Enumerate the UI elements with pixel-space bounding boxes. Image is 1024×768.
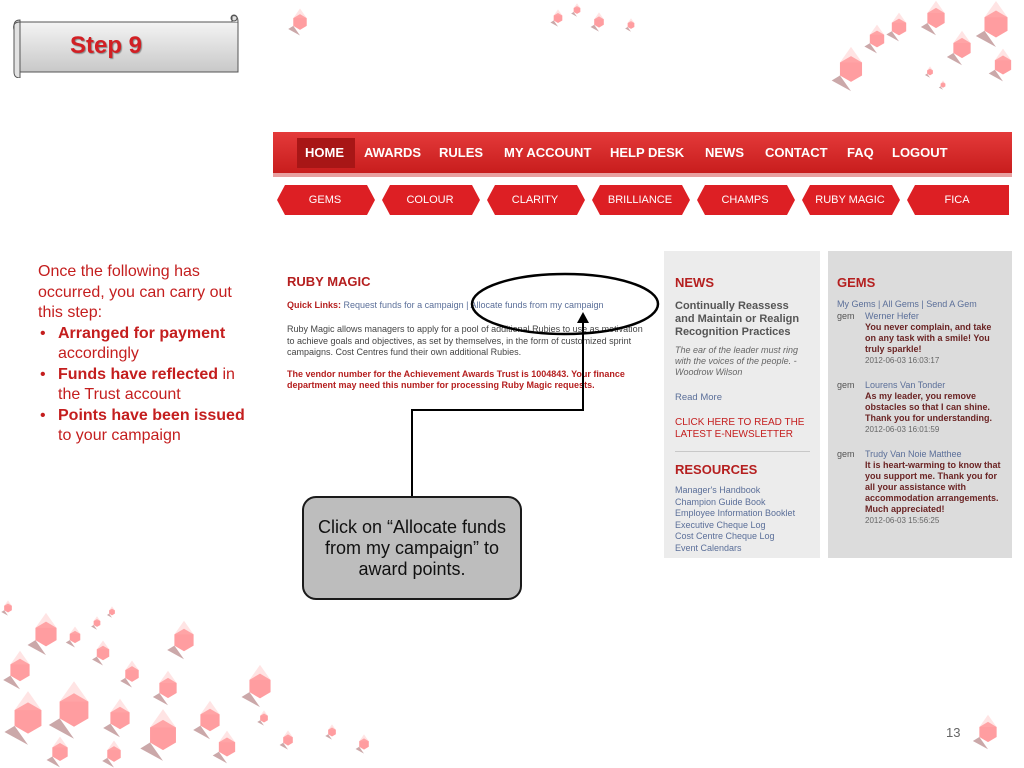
tab-clarity[interactable]: CLARITY [485,185,585,215]
news-heading: NEWS [675,275,714,290]
ruby-magic-title: RUBY MAGIC [287,274,371,289]
ruby-gem-icon [118,660,146,688]
list-item: • Arranged for payment accordingly [38,324,248,365]
allocate-funds-link[interactable]: Allocate funds from my campaign [470,299,604,310]
ruby-gem-icon [884,12,914,42]
ruby-gem-icon [210,730,244,764]
resource-link[interactable]: Champion Guide Book [675,496,766,507]
ruby-gem-icon [278,730,298,750]
page-number: 13 [946,725,961,740]
newsletter-link[interactable]: CLICK HERE TO READ THE LATEST E-NEWSLETTER [675,417,805,440]
ruby-gem-icon [136,708,190,762]
nav-rules[interactable]: RULES [439,145,484,160]
instructions-intro: Once the following has occurred, you can carry out this step: [38,263,232,321]
nav-home[interactable]: HOME [305,145,344,160]
ruby-gem-icon [986,48,1020,82]
ruby-gem-icon [44,680,104,740]
ruby-gem-icon [324,724,340,740]
nav-logout[interactable]: LOGOUT [892,145,948,160]
ruby-gem-icon [972,0,1020,48]
gem-entry: gem Lourens Van Tonder As my leader, you remove obstacles so that I can shine. Thank you for understanding. 2012-06-03 16:01:59 [837,380,1004,435]
ruby-gem-icon [64,626,86,648]
ruby-magic-panel [287,276,647,392]
news-column [664,251,820,558]
ruby-gem-icon [96,740,132,768]
ruby-gem-icon [354,734,374,754]
all-gems-link[interactable]: All Gems [882,299,919,309]
gem-message: You never complain, and take on any task with a smile! You truly sparkle! [865,322,992,354]
ruby-gem-icon [164,620,204,660]
gem-sender-link[interactable]: Trudy Van Noie Matthee [865,449,962,459]
gems-column [828,251,1012,558]
ruby-gem-icon [924,66,936,78]
ruby-gem-icon [0,600,16,616]
instructions [38,262,248,447]
gem-sender-link[interactable]: Lourens Van Tonder [865,380,946,390]
ruby-gem-icon [286,8,314,36]
nav-my-account[interactable]: MY ACCOUNT [504,145,592,160]
news-quote: The ear of the leader must ring with the voices of the people. - Woodrow Wilson [675,345,799,377]
gem-timestamp: 2012-06-03 15:56:25 [865,516,940,525]
gem-message: It is heart-warming to know that you support me. Thank you for all your assistance with accommodation arrangements. Much appreciated! [865,460,1001,514]
ruby-gem-icon [238,664,282,708]
ruby-gem-icon [90,640,116,666]
request-funds-link[interactable]: Request funds for a campaign [343,299,464,310]
gem-sender-link[interactable]: Werner Hefer [865,311,919,321]
news-article-title[interactable]: Continually Reassess and Maintain or Realign Recognition Practices [675,300,800,338]
ruby-gem-icon [40,736,80,768]
ruby-gem-icon [256,710,272,726]
gem-entry: gem Werner Hefer You never complain, and take on any task with a smile! You truly sparkle! 2012-06-03 16:03:17 [837,311,1004,366]
ruby-gem-icon [100,698,140,738]
ruby-gem-icon [589,12,609,32]
gem-timestamp: 2012-06-03 16:03:17 [865,356,940,365]
ruby-gem-icon [624,18,638,32]
send-a-gem-link[interactable]: Send A Gem [926,299,977,309]
gem-timestamp: 2012-06-03 16:01:59 [865,425,940,434]
vendor-note: The vendor number for the Achievement Awards Trust is 1004843. Your finance department may need this number for processing Ruby Magic requests. [287,368,625,390]
tab-colour[interactable]: COLOUR [380,185,480,215]
ruby-gem-icon [570,3,584,17]
gem-message: As my leader, you remove obstacles so that I can shine. Thank you for understanding. [865,391,993,423]
ruby-gem-icon [549,9,567,27]
ruby-gem-icon [150,670,186,706]
step-title: Step 9 [70,32,143,59]
nav-contact[interactable]: CONTACT [765,145,828,160]
quick-links: Quick Links: Request funds for a campaign | Allocate funds from my campaign [287,299,604,310]
ruby-gem-icon [106,606,118,618]
tab-fica[interactable]: FICA [905,185,1009,215]
resource-link[interactable]: Cost Centre Cheque Log [675,531,775,541]
read-more-link[interactable]: Read More [675,392,722,403]
prerequisite-list [38,324,248,447]
tab-brilliance[interactable]: BRILLIANCE [590,185,690,215]
ruby-gem-icon [0,650,40,690]
tab-champs[interactable]: CHAMPS [695,185,795,215]
ruby-magic-description: Ruby Magic allows managers to apply for a pool of additional Rubies to use as motivation to achieve goals and objectives, as set by themselves, in the form of customized sprint campaigns. Cost Centres fund their own additional Rubies. [287,324,643,357]
main-nav [273,132,1012,173]
my-gems-link[interactable]: My Gems [837,299,876,309]
nav-awards[interactable]: AWARDS [364,145,422,160]
nav-faq[interactable]: FAQ [847,145,874,160]
gems-heading: GEMS [837,275,876,290]
gem-entry: gem Trudy Van Noie Matthee It is heart-warming to know that you support me. Thank you for all your assistance with accommodation arrangements. Much appreciated! 2012-06-03 15:56:25 [837,449,1004,526]
website-screenshot [273,128,1012,558]
resource-link[interactable]: Employee Information Booklet [675,508,796,518]
resources-list [675,485,810,554]
tab-ruby-magic[interactable]: RUBY MAGIC [800,185,900,215]
nav-news[interactable]: NEWS [705,145,744,160]
resource-link[interactable]: Manager's Handbook [675,485,761,495]
divider [675,451,810,452]
tab-gems[interactable]: GEMS [275,185,375,215]
callout-text: Click on “Allocate funds from my campaign” to award points. [317,516,507,579]
resource-link[interactable]: Executive Cheque Log [675,519,766,530]
ruby-gem-icon [938,80,948,90]
resources-heading: RESOURCES [675,462,758,477]
instruction-callout [302,496,522,600]
resource-link[interactable]: Event Calendars [675,542,742,553]
list-item: • Points have been issued to your campaign [38,406,248,447]
ruby-gem-icon [90,616,104,630]
list-item: • Funds have reflected in the Trust account [38,365,248,406]
ruby-gem-icon [970,712,1006,752]
gems-links: My Gems | All Gems | Send A Gem [837,299,977,309]
nav-help-desk[interactable]: HELP DESK [610,145,685,160]
